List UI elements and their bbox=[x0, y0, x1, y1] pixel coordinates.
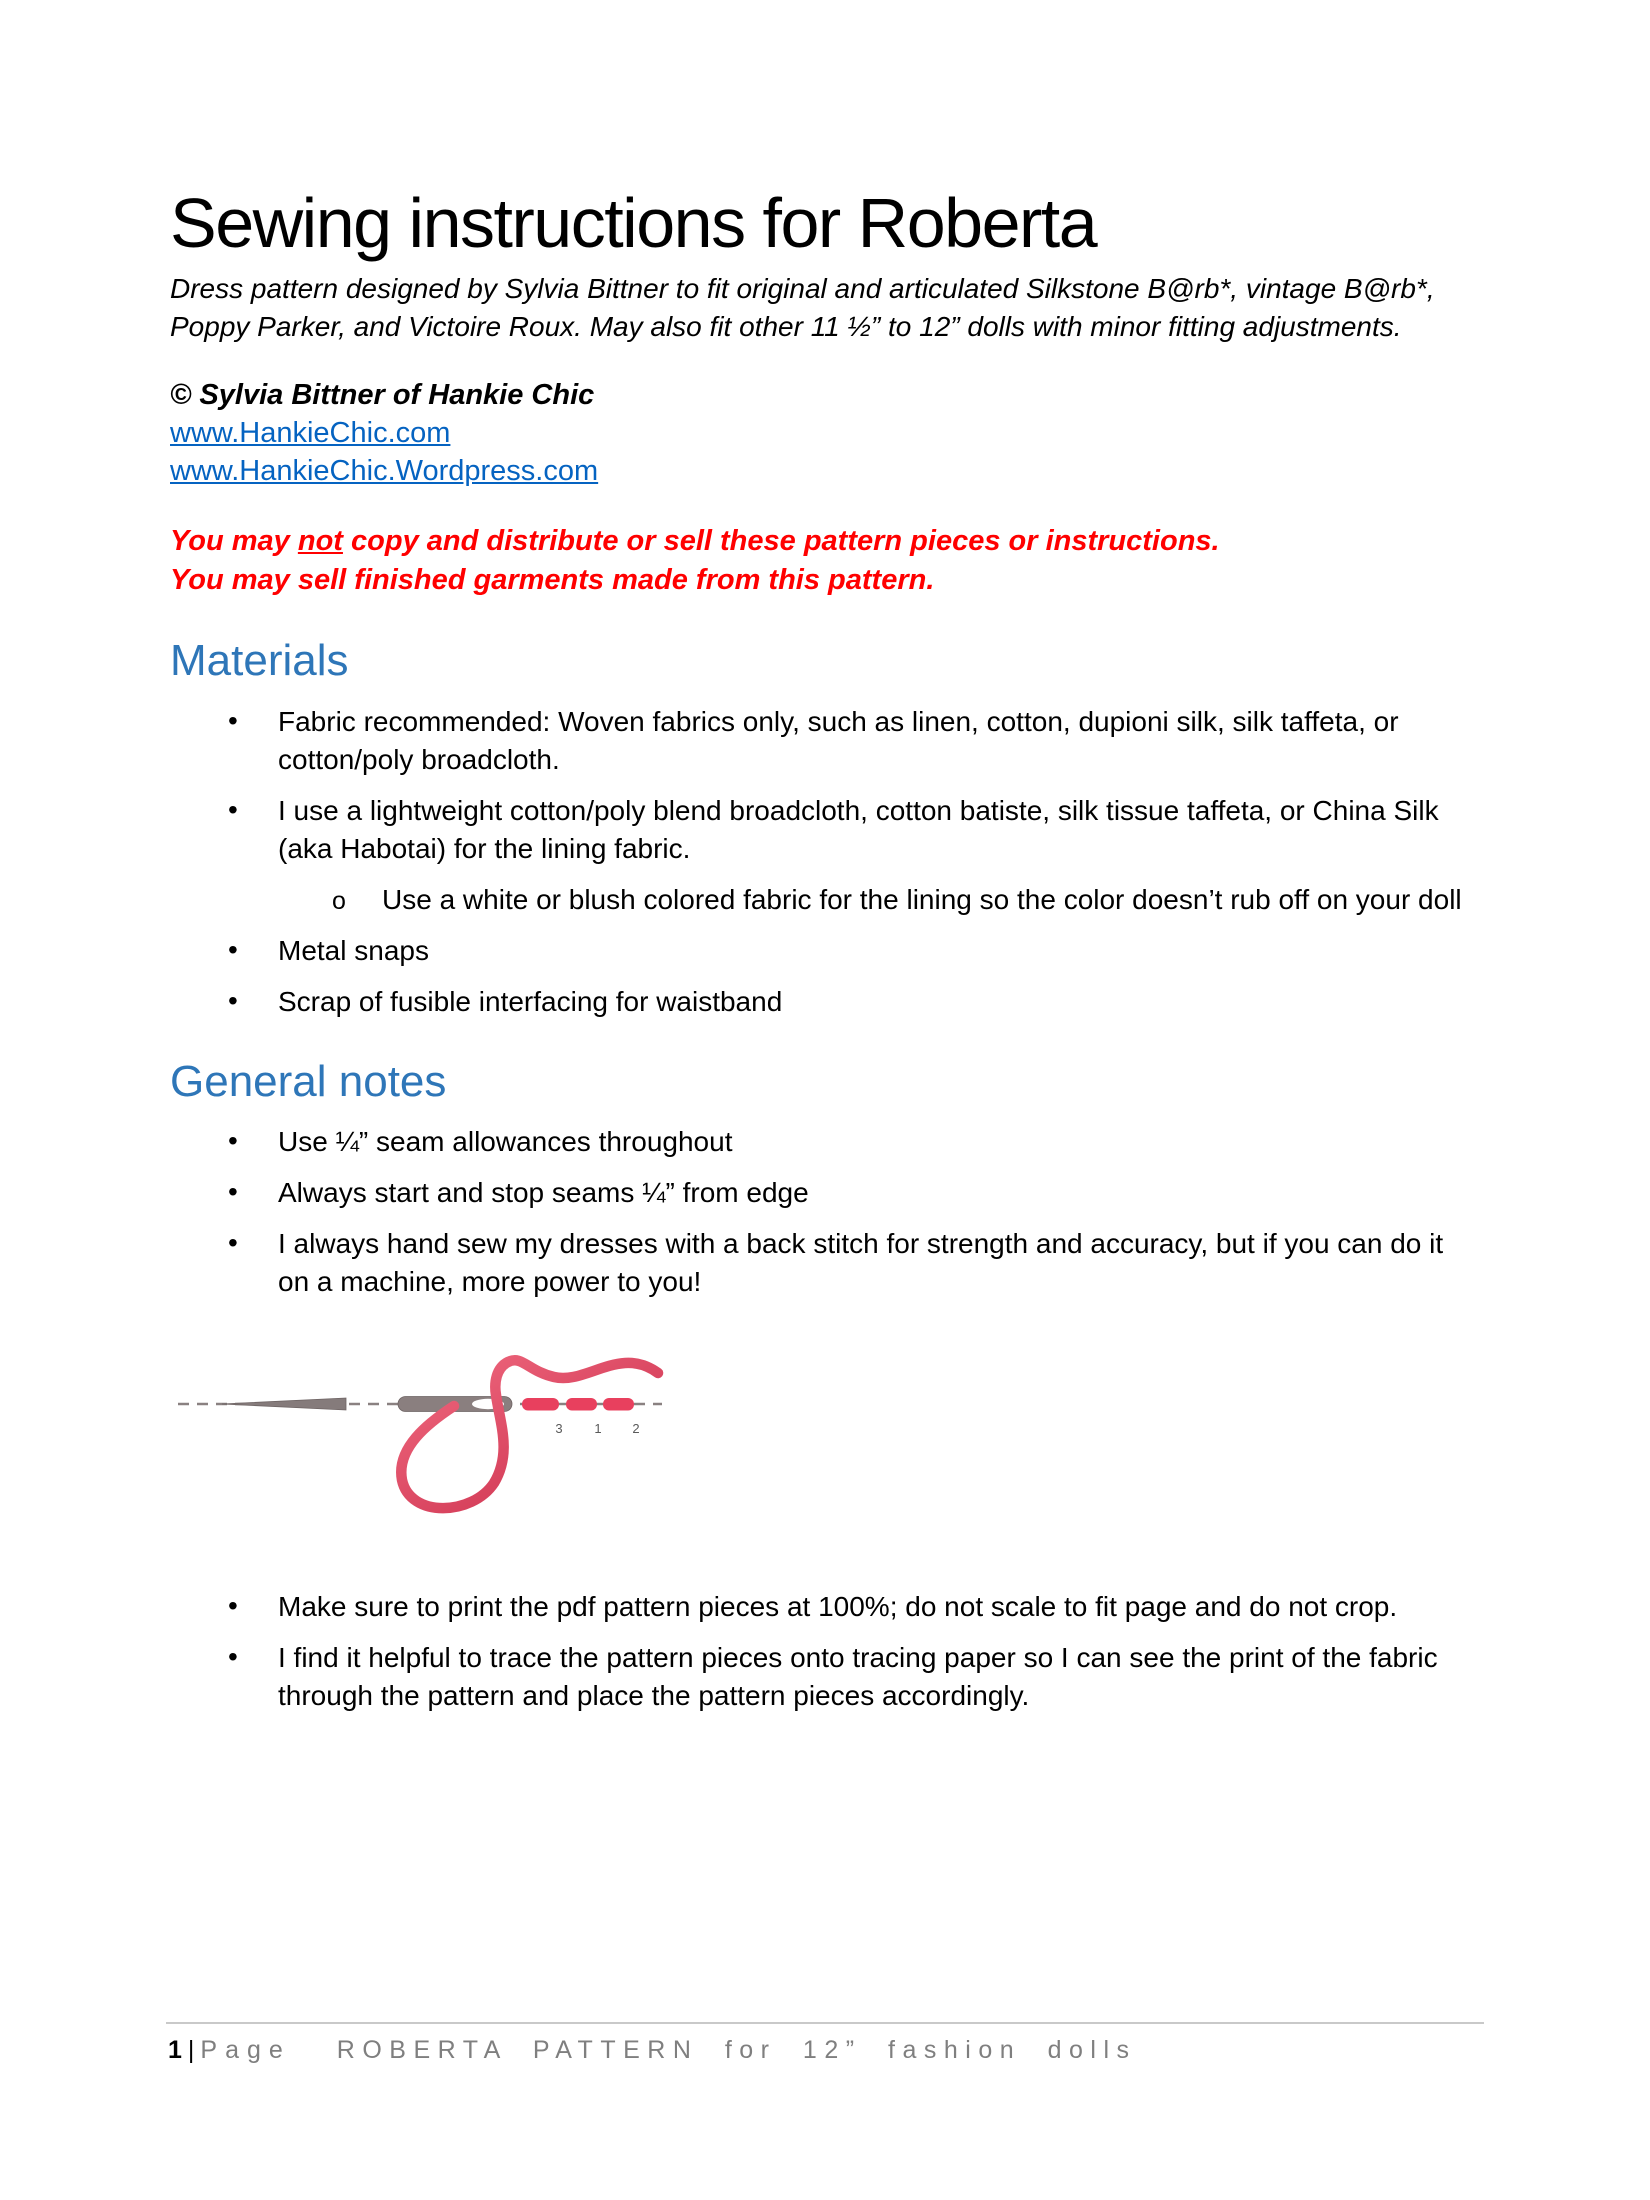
stitch-segment bbox=[566, 1398, 597, 1411]
page-title: Sewing instructions for Roberta bbox=[170, 184, 1097, 262]
hankiechic-wordpress-link[interactable]: www.HankieChic.Wordpress.com bbox=[170, 455, 599, 488]
list-item bbox=[170, 703, 1480, 779]
stitch-label: 2 bbox=[632, 1421, 640, 1437]
bullet-icon: • bbox=[228, 704, 238, 736]
circle-bullet-icon: o bbox=[332, 886, 346, 915]
general-notes-list-continued bbox=[170, 1588, 1480, 1715]
list-item-text: Metal snaps bbox=[278, 934, 429, 966]
intro-paragraph: Dress pattern designed by Sylvia Bittner to fit original and articulated Silkstone B@rb*, vintage B@rb*, Poppy Parker, and Victoire Roux. May also fit other 11 ½” to 12” dolls with minor fitting adjustments. bbox=[170, 273, 1435, 343]
bullet-icon: • bbox=[228, 1227, 238, 1259]
list-item-text: Fabric recommended: Woven fabrics only, such as linen, cotton, dupioni silk, silk taffeta, or cotton/poly broadcloth. bbox=[278, 705, 1399, 775]
warning-line1-post: copy and distribute or sell these pattern pieces or instructions. bbox=[342, 525, 1220, 558]
bullet-icon: • bbox=[228, 1641, 238, 1673]
bullet-icon: • bbox=[228, 1176, 238, 1208]
bullet-icon: • bbox=[228, 933, 238, 965]
list-item bbox=[170, 983, 1480, 1021]
license-warning bbox=[170, 522, 1480, 600]
bullet-icon: • bbox=[228, 793, 238, 825]
list-item-text: Scrap of fusible interfacing for waistband bbox=[278, 985, 783, 1017]
warning-not-underlined: not bbox=[297, 525, 343, 558]
footer-page-number: 1 bbox=[168, 2036, 184, 2064]
footer-doc-label: ROBERTA PATTERN for 12” fashion dolls bbox=[336, 2036, 1137, 2064]
stitch-segment bbox=[603, 1398, 634, 1411]
list-sub-item bbox=[170, 881, 1480, 919]
stitch-label: 3 bbox=[555, 1421, 563, 1437]
list-item bbox=[170, 792, 1480, 868]
warning-line2: You may sell finished garments made from this pattern. bbox=[170, 564, 935, 597]
list-item bbox=[170, 1123, 1480, 1161]
list-item bbox=[170, 1225, 1480, 1301]
materials-heading: Materials bbox=[170, 636, 349, 686]
back-stitch-diagram-svg bbox=[170, 1329, 670, 1524]
page-footer bbox=[168, 2036, 1137, 2065]
list-item-text: I use a lightweight cotton/poly blend broadcloth, cotton batiste, silk tissue taffeta, or China Silk (aka Habotai) for the lining fabric. bbox=[278, 794, 1439, 864]
footer-separator: | bbox=[187, 2036, 195, 2064]
list-item-text: Use ¼” seam allowances throughout bbox=[278, 1126, 733, 1158]
list-item bbox=[170, 1588, 1480, 1626]
footer-divider bbox=[166, 2022, 1484, 2024]
bullet-icon: • bbox=[228, 1590, 238, 1622]
general-notes-heading: General notes bbox=[170, 1056, 447, 1106]
list-item-text: Always start and stop seams ¼” from edge bbox=[278, 1177, 809, 1209]
bullet-icon: • bbox=[228, 984, 238, 1016]
footer-page-label: Page bbox=[200, 2036, 291, 2064]
general-notes-list bbox=[170, 1123, 1480, 1301]
list-item bbox=[170, 932, 1480, 970]
list-item bbox=[170, 1174, 1480, 1212]
list-item-text: I find it helpful to trace the pattern pieces onto tracing paper so I can see the print of the fabric through the pattern and place the pattern pieces accordingly. bbox=[278, 1642, 1438, 1712]
stitch-label: 1 bbox=[594, 1421, 602, 1437]
hankiechic-link[interactable]: www.HankieChic.com bbox=[170, 417, 451, 450]
copyright-line: © Sylvia Bittner of Hankie Chic bbox=[170, 379, 595, 412]
list-item bbox=[170, 1639, 1480, 1715]
thread-path bbox=[401, 1361, 658, 1509]
list-item-text: Make sure to print the pdf pattern pieces at 100%; do not scale to fit page and do not crop. bbox=[278, 1591, 1398, 1623]
materials-list bbox=[170, 703, 1480, 1021]
document-content bbox=[170, 186, 1480, 1728]
bullet-icon: • bbox=[228, 1125, 238, 1157]
back-stitch-diagram bbox=[170, 1329, 670, 1524]
list-item-text: I always hand sew my dresses with a back stitch for strength and accuracy, but if you can do it on a machine, more power to you! bbox=[278, 1228, 1444, 1298]
warning-line1-pre: You may bbox=[170, 525, 298, 558]
stitch-segment bbox=[522, 1398, 559, 1411]
needle-tip bbox=[222, 1398, 346, 1410]
list-item-text: Use a white or blush colored fabric for the lining so the color doesn’t rub off on your doll bbox=[382, 883, 1462, 915]
